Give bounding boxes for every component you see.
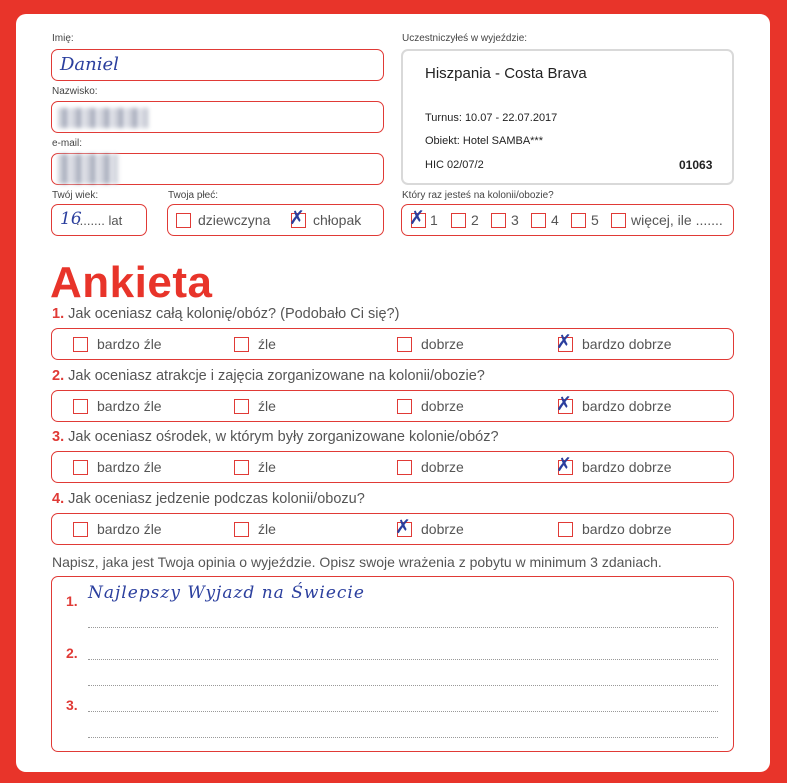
answer-label: bardzo dobrze [582, 336, 672, 352]
email-label: e-mail: [52, 138, 83, 149]
answer-checkbox[interactable] [556, 331, 573, 353]
gender-female-label: dziewczyna [198, 212, 271, 228]
question-text: Jak oceniasz jedzenie podczas kolonii/obozu? [68, 491, 365, 507]
answer-label: bardzo dobrze [582, 398, 672, 414]
answer-checkbox[interactable] [73, 522, 88, 537]
times-label-more: więcej, ile ....... [631, 212, 723, 228]
times-field [401, 204, 734, 236]
answer-label: dobrze [421, 459, 464, 475]
answer-mark: ✗ [395, 516, 411, 538]
question-3 [52, 429, 499, 445]
surname-pixelated [58, 108, 148, 128]
times-checkbox-5[interactable] [571, 213, 586, 228]
question-text: Jak oceniasz całą kolonię/obóz? (Podobało Ci się?) [68, 306, 400, 322]
answer-checkbox[interactable] [397, 460, 412, 475]
times-label-3: 3 [511, 212, 519, 228]
answer-checkbox[interactable] [395, 516, 412, 538]
answer-label: źle [258, 459, 276, 475]
answer-checkbox[interactable] [234, 522, 249, 537]
answer-label: bardzo źle [97, 398, 162, 414]
opinion-dotted-line [88, 627, 718, 628]
times-checkbox-2[interactable] [451, 213, 466, 228]
answer-checkbox[interactable] [558, 522, 573, 537]
surname-label: Nazwisko: [52, 86, 98, 97]
answer-checkbox[interactable] [234, 460, 249, 475]
opinion-line-number-2: 2. [66, 645, 78, 661]
question-1 [52, 306, 399, 322]
answer-checkbox[interactable] [556, 454, 573, 476]
first-name-label: Imię: [52, 33, 74, 44]
answer-label: bardzo źle [97, 459, 162, 475]
answer-label: źle [258, 398, 276, 414]
question-text: Jak oceniasz ośrodek, w którym były zorganizowane kolonie/obóz? [68, 429, 499, 445]
opinion-dotted-line [88, 659, 718, 660]
opinion-field[interactable] [51, 576, 734, 752]
times-checkbox-3[interactable] [491, 213, 506, 228]
trip-turnus: Turnus: 10.07 - 22.07.2017 [425, 112, 558, 124]
answer-label: bardzo dobrze [582, 459, 672, 475]
trip-code: HIC 02/07/2 [425, 159, 484, 171]
trip-info-box [401, 49, 734, 185]
answer-label: źle [258, 336, 276, 352]
trip-label: Uczestniczyłeś w wyjeździe: [402, 33, 528, 44]
times-label: Który raz jesteś na kolonii/obozie? [402, 190, 554, 201]
answer-label: dobrze [421, 398, 464, 414]
gender-female-checkbox[interactable] [176, 213, 191, 228]
answer-label: bardzo dobrze [582, 521, 672, 537]
opinion-line-number-1: 1. [66, 593, 78, 609]
answer-checkbox[interactable] [73, 337, 88, 352]
email-pixelated [58, 154, 118, 184]
answer-label: źle [258, 521, 276, 537]
times-label-2: 2 [471, 212, 479, 228]
answer-mark: ✗ [556, 454, 572, 476]
age-label: Twój wiek: [52, 190, 99, 201]
survey-sheet [16, 14, 770, 772]
times-checkbox-more[interactable] [611, 213, 626, 228]
opinion-prompt: Napisz, jaka jest Twoja opinia o wyjeździe. Opisz swoje wrażenia z pobytu w minimum 3 zdaniach. [52, 554, 662, 570]
opinion-dotted-line [88, 711, 718, 712]
answer-checkbox[interactable] [397, 337, 412, 352]
opinion-handwriting-1: Najlepszy Wyjazd na Świecie [88, 583, 365, 603]
answer-label: bardzo źle [97, 336, 162, 352]
times-checkbox-1[interactable] [409, 207, 426, 229]
answer-checkbox[interactable] [73, 399, 88, 414]
times-mark-1: ✗ [409, 207, 425, 229]
answer-checkbox[interactable] [556, 393, 573, 415]
opinion-line-number-3: 3. [66, 697, 78, 713]
opinion-dotted-line [88, 737, 718, 738]
answer-mark: ✗ [556, 331, 572, 353]
times-label-1: 1 [430, 212, 438, 228]
answer-checkbox[interactable] [73, 460, 88, 475]
question-number: 1. [52, 306, 65, 322]
answer-label: dobrze [421, 336, 464, 352]
gender-male-mark: ✗ [289, 207, 305, 229]
question-2 [52, 368, 485, 384]
surname-field[interactable] [51, 101, 384, 133]
answer-checkbox[interactable] [234, 399, 249, 414]
age-field[interactable] [51, 204, 147, 236]
times-checkbox-4[interactable] [531, 213, 546, 228]
answer-label: dobrze [421, 521, 464, 537]
survey-title: Ankieta [50, 258, 213, 307]
email-field[interactable] [51, 153, 384, 185]
answer-row-4 [51, 513, 734, 545]
gender-male-checkbox[interactable] [289, 207, 306, 229]
question-number: 4. [52, 491, 65, 507]
answer-row-3 [51, 451, 734, 483]
answer-row-2 [51, 390, 734, 422]
question-text: Jak oceniasz atrakcje i zajęcia zorganizowane na kolonii/obozie? [68, 368, 485, 384]
trip-destination: Hiszpania - Costa Brava [425, 65, 587, 82]
gender-male-label: chłopak [313, 212, 362, 228]
times-label-5: 5 [591, 212, 599, 228]
gender-field [167, 204, 384, 236]
age-handwriting: 16 [60, 209, 82, 229]
answer-label: bardzo źle [97, 521, 162, 537]
answer-row-1 [51, 328, 734, 360]
age-suffix: ........ lat [76, 213, 123, 228]
answer-mark: ✗ [556, 393, 572, 415]
trip-number: 01063 [679, 158, 713, 172]
question-number: 3. [52, 429, 65, 445]
opinion-dotted-line [88, 685, 718, 686]
first-name-field[interactable] [51, 49, 384, 81]
first-name-handwriting: Daniel [60, 54, 119, 75]
answer-checkbox[interactable] [234, 337, 249, 352]
question-number: 2. [52, 368, 65, 384]
question-4 [52, 491, 365, 507]
trip-hotel: Obiekt: Hotel SAMBA*** [425, 135, 543, 147]
times-label-4: 4 [551, 212, 559, 228]
answer-checkbox[interactable] [397, 399, 412, 414]
gender-label: Twoja płeć: [168, 190, 219, 201]
